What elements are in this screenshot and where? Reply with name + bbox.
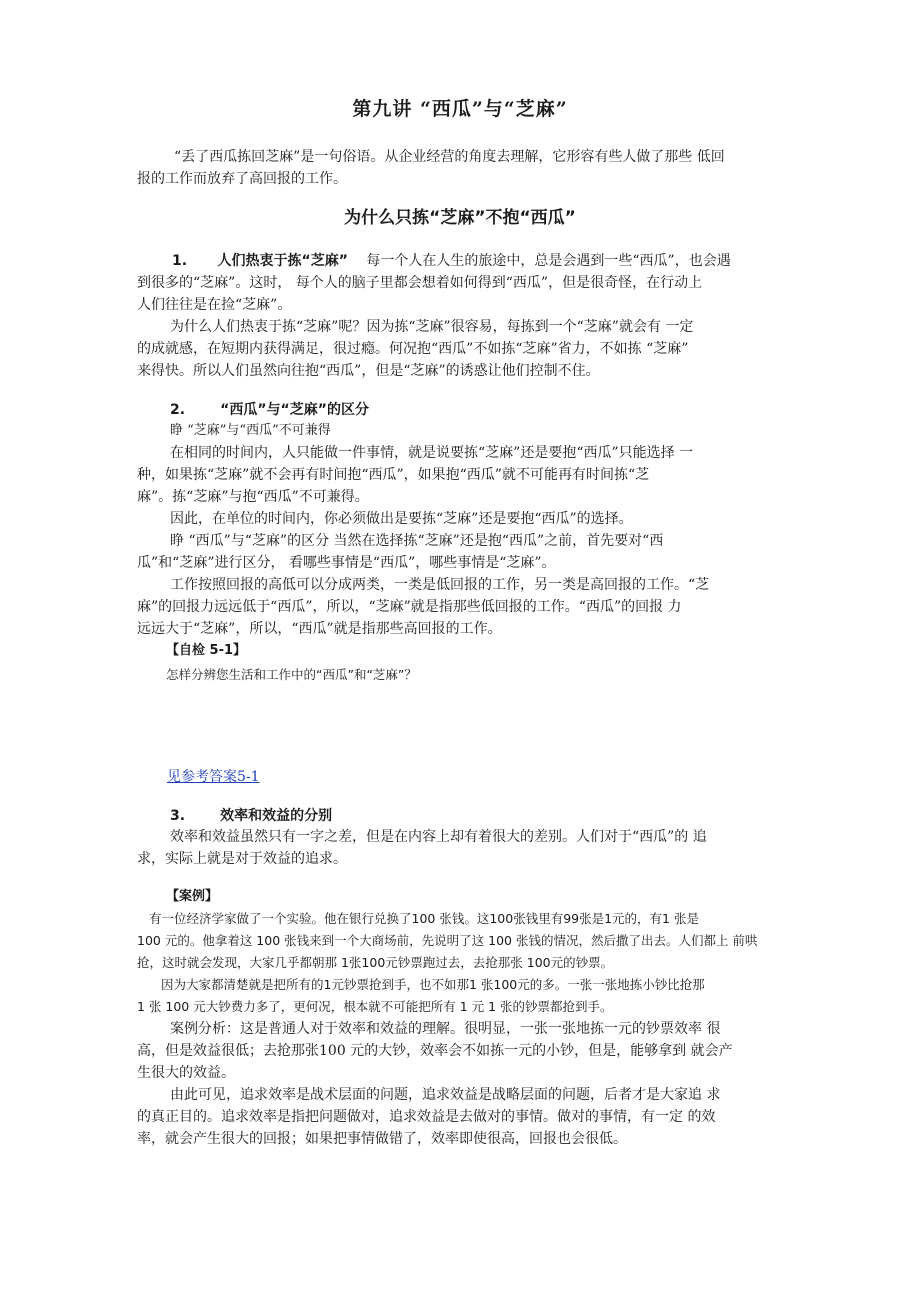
selfcheck-question: 怎样分辨您生活和工作中的“西瓜”和“芝麻”？ bbox=[166, 667, 417, 682]
s3-para1-line-2: 求，实际上就是对于效益的追求。 bbox=[137, 851, 347, 867]
intro-line-2: 报的工作而放弃了高回报的工作。 bbox=[137, 171, 347, 187]
s2-heading-row bbox=[170, 398, 369, 421]
case-analysis-line-3: 生很大的效益。 bbox=[137, 1065, 235, 1081]
s1-heading-row bbox=[172, 250, 731, 272]
s2-para1-line-3: 麻”。拣“芝麻”与抱“西瓜”不可兼得。 bbox=[137, 489, 369, 505]
s1-number: 1. bbox=[172, 253, 188, 269]
s3-heading: 效率和效益的分别 bbox=[220, 808, 333, 824]
case-story-line-1: 有一位经济学家做了一个实验。他在银行兑换了100 张钱。这100张钱里有99张是1元的，有1 张是 bbox=[149, 911, 699, 926]
conclusion-line-3: 率，就会产生很大的回报；如果把事情做错了，效率即使很高，回报也会很低。 bbox=[137, 1131, 627, 1147]
case-story-line-2: 100 元的。他拿着这 100 张钱来到一个大商场前，先说明了这 100 张钱的情况，然后撒了出去。人们都上 前哄 bbox=[137, 933, 758, 948]
answer-link[interactable]: 见参考答案5-1 bbox=[167, 769, 260, 785]
s1-para2-line-1: 为什么人们热衷于拣“芝麻”呢？因为拣“芝麻”很容易，每拣到一个“芝麻”就会有 一定 bbox=[170, 319, 694, 335]
selfcheck-label: 【自检 5-1】 bbox=[166, 643, 247, 658]
s2-para3-line-2: 瓜”和“芝麻”进行区分， 看哪些事情是“西瓜”，哪些事情是“芝麻”。 bbox=[137, 555, 556, 571]
conclusion-line-2: 的真正目的。追求效率是指把问题做对，追求效益是去做对的事情。做对的事情，有一定 的效 bbox=[137, 1109, 716, 1125]
section-subtitle: 为什么只拣“芝麻”不抱“西瓜” bbox=[344, 208, 576, 228]
s1-line-1: 每一个人在人生的旅途中，总是会遇到一些“西瓜”，也会遇 bbox=[366, 253, 731, 269]
intro-line-1: “丢了西瓜拣回芝麻”是一句俗语。从企业经营的角度去理解，它形容有些人做了那些 低回 bbox=[174, 149, 725, 165]
s3-heading-row bbox=[170, 804, 332, 827]
s2-para1-line-2: 种，如果拣“芝麻”就不会再有时间抱“西瓜”，如果抱“西瓜”就不可能再有时间拣“芝 bbox=[137, 467, 650, 483]
s1-line-2: 到很多的“芝麻”。这时， 每个人的脑子里都会想着如何得到“西瓜”，但是很奇怪，在行动上 bbox=[137, 275, 703, 291]
s1-para2-line-3: 来得快。所以人们虽然向往抱“西瓜”，但是“芝麻”的诱惑让他们控制不住。 bbox=[137, 363, 600, 379]
s1-line-3: 人们往往是在捡“芝麻”。 bbox=[137, 297, 292, 313]
page-title: 第九讲 “西瓜”与“芝麻” bbox=[352, 98, 568, 120]
s2-para4-line-1: 工作按照回报的高低可以分成两类，一类是低回报的工作，另一类是高回报的工作。“芝 bbox=[170, 577, 710, 593]
s2-number: 2. bbox=[170, 402, 186, 418]
case-story-line-4: 因为大家都清楚就是把所有的1元钞票抢到手，也不如那1 张100元的多。一张一张地拣小钞比抢那 bbox=[161, 977, 705, 992]
s3-number: 3. bbox=[170, 808, 186, 824]
case-analysis-line-1: 案例分析：这是普通人对于效率和效益的理解。很明显，一张一张地拣一元的钞票效率 很 bbox=[170, 1021, 721, 1037]
s2-para3-line-1: 睁 “西瓜”与“芝麻”的区分 当然在选择拣“芝麻”还是抱“西瓜”之前，首先要对“西 bbox=[170, 533, 664, 549]
s1-para2-line-2: 的成就感，在短期内获得满足，很过瘾。何况抱“西瓜”不如拣“芝麻”省力，不如拣 “芝麻” bbox=[137, 341, 689, 357]
s1-heading: 人们热衷于拣“芝麻” bbox=[217, 253, 348, 269]
s2-para4-line-3: 远远大于“芝麻”，所以，“西瓜”就是指那些高回报的工作。 bbox=[137, 621, 502, 637]
s2-para2: 因此，在单位的时间内，你必须做出是要拣“芝麻”还是要抱“西瓜”的选择。 bbox=[170, 511, 633, 527]
case-label: 【案例】 bbox=[166, 889, 219, 904]
case-story-line-3: 抢，这时就会发现，大家几乎都朝那 1张100元钞票跑过去，去抢那张 100元的钞票。 bbox=[137, 955, 614, 970]
s3-para1-line-1: 效率和效益虽然只有一字之差，但是在内容上却有着很大的差别。人们对于“西瓜”的 追 bbox=[170, 829, 707, 845]
s2-para4-line-2: 麻”的回报力远远低于“西瓜”，所以，“芝麻”就是指那些低回报的工作。“西瓜”的回报 力 bbox=[137, 599, 682, 615]
s2-heading: “西瓜”与“芝麻”的区分 bbox=[220, 402, 369, 418]
case-story-line-5: 1 张 100 元大钞费力多了，更何况，根本就不可能把所有 1 元 1 张的钞票都抢到手。 bbox=[137, 999, 613, 1014]
case-analysis-line-2: 高，但是效益很低；去抢那张100 元的大钞，效率会不如拣一元的小钞，但是，能够拿到 就会产 bbox=[137, 1043, 733, 1059]
s2-para1-line-1: 在相同的时间内，人只能做一件事情，就是说要拣“芝麻”还是要抱“西瓜”只能选择 一 bbox=[170, 445, 694, 461]
s2-bullet-1: 睁 “芝麻”与“西瓜”不可兼得 bbox=[170, 423, 331, 438]
conclusion-line-1: 由此可见，追求效率是战术层面的问题，追求效益是战略层面的问题，后者才是大家追 求 bbox=[170, 1087, 721, 1103]
